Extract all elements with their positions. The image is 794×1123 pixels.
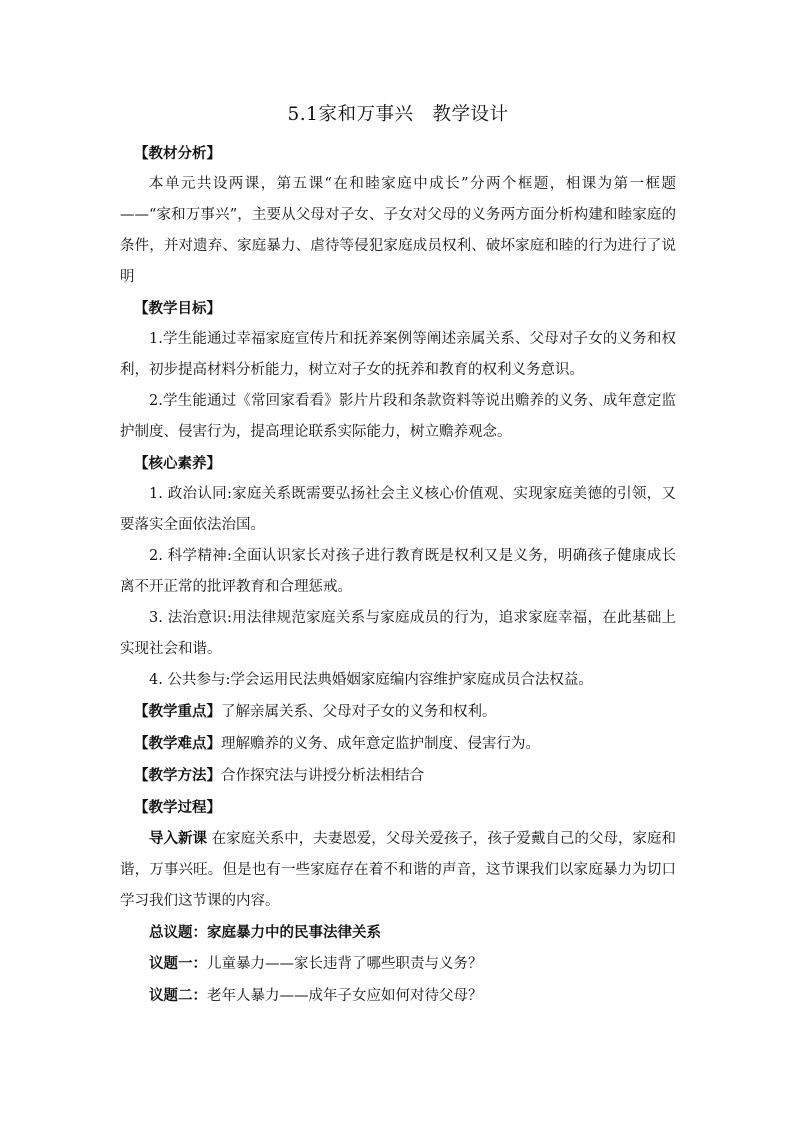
- difficulty-label: 【教学难点】: [134, 735, 221, 752]
- key-point-label: 【教学重点】: [134, 703, 221, 720]
- textbook-analysis-body: 本单元共设两课，第五课“在和睦家庭中成长”分两个框题，相课为第一框题——“家和万事兴”，主要从父母对子女、子女对父母的义务两方面分析构建和睦家庭的条件，并对遗弃、家庭暴力、虐待等侵犯家庭成员权利、破坏家庭和睦的行为进行了说明: [120, 176, 676, 285]
- key-point-text: 了解亲属关系、父母对子女的义务和权利。: [221, 704, 497, 720]
- literacy-item: 4. 公共参与:学会运用民法典婚姻家庭编内容维护家庭成员合法权益。: [149, 672, 593, 688]
- objective-item: 1.学生能通过幸福家庭宣传片和抚养案例等阐述亲属关系、父母对子女的义务和权利，初步提高材料分析能力，树立对子女的抚养和教育的权利义务意识。: [120, 331, 676, 378]
- method-label: 【教学方法】: [134, 767, 221, 784]
- literacy-item: 3. 法治意识:用法律规范家庭关系与家庭成员的行为，追求家庭幸福，在此基础上实现社会和谐。: [120, 610, 676, 657]
- topic-one: [120, 948, 676, 980]
- intro-paragraph: [120, 823, 676, 917]
- main-topic: 总议题：家庭暴力中的民事法律关系: [149, 924, 381, 941]
- teaching-difficulty: [120, 728, 676, 760]
- topic-two-label: 议题二：: [149, 987, 207, 1004]
- method-text: 合作探究法与讲授分析法相结合: [221, 768, 424, 784]
- teaching-key-point: [120, 696, 676, 728]
- section-heading-textbook-analysis: 【教材分析】: [134, 145, 221, 162]
- literacy-item: 2. 科学精神:全面认识家长对孩子进行教育既是权利又是义务，明确孩子健康成长离不开正常的批评教育和合理惩戒。: [120, 548, 676, 595]
- document-page: [120, 100, 676, 1012]
- topic-two-text: 老年人暴力——成年子女应如何对待父母？: [207, 988, 483, 1004]
- topic-two: [120, 980, 676, 1012]
- objective-item: 2.学生能通过《常回家看看》影片片段和条款资料等说出赡养的义务、成年意定监护制度、侵害行为，提高理论联系实际能力，树立赡养观念。: [120, 393, 676, 440]
- literacy-item: 1. 政治认同:家庭关系既需要弘扬社会主义核心价值观、实现家庭美德的引领，又要落实全面依法治国。: [120, 486, 676, 533]
- topic-one-text: 儿童暴力——家长违背了哪些职责与义务？: [207, 956, 483, 972]
- document-title: 5.1家和万事兴 教学设计: [287, 104, 509, 125]
- difficulty-text: 理解赡养的义务、成年意定监护制度、侵害行为。: [221, 736, 540, 752]
- section-heading-core-literacy: 【核心素养】: [134, 455, 221, 472]
- topic-one-label: 议题一：: [149, 955, 207, 972]
- intro-label: 导入新课: [149, 830, 208, 847]
- teaching-method: [120, 760, 676, 792]
- intro-text: 在家庭关系中，夫妻恩爱，父母关爱孩子，孩子爱戴自己的父母，家庭和谐，万事兴旺。但是也有一些家庭存在着不和谐的声音，这节课我们以家庭暴力为切口学习我们这节课的内容。: [120, 831, 677, 909]
- section-heading-teaching-objectives: 【教学目标】: [134, 300, 221, 317]
- section-heading-teaching-process: 【教学过程】: [134, 799, 221, 816]
